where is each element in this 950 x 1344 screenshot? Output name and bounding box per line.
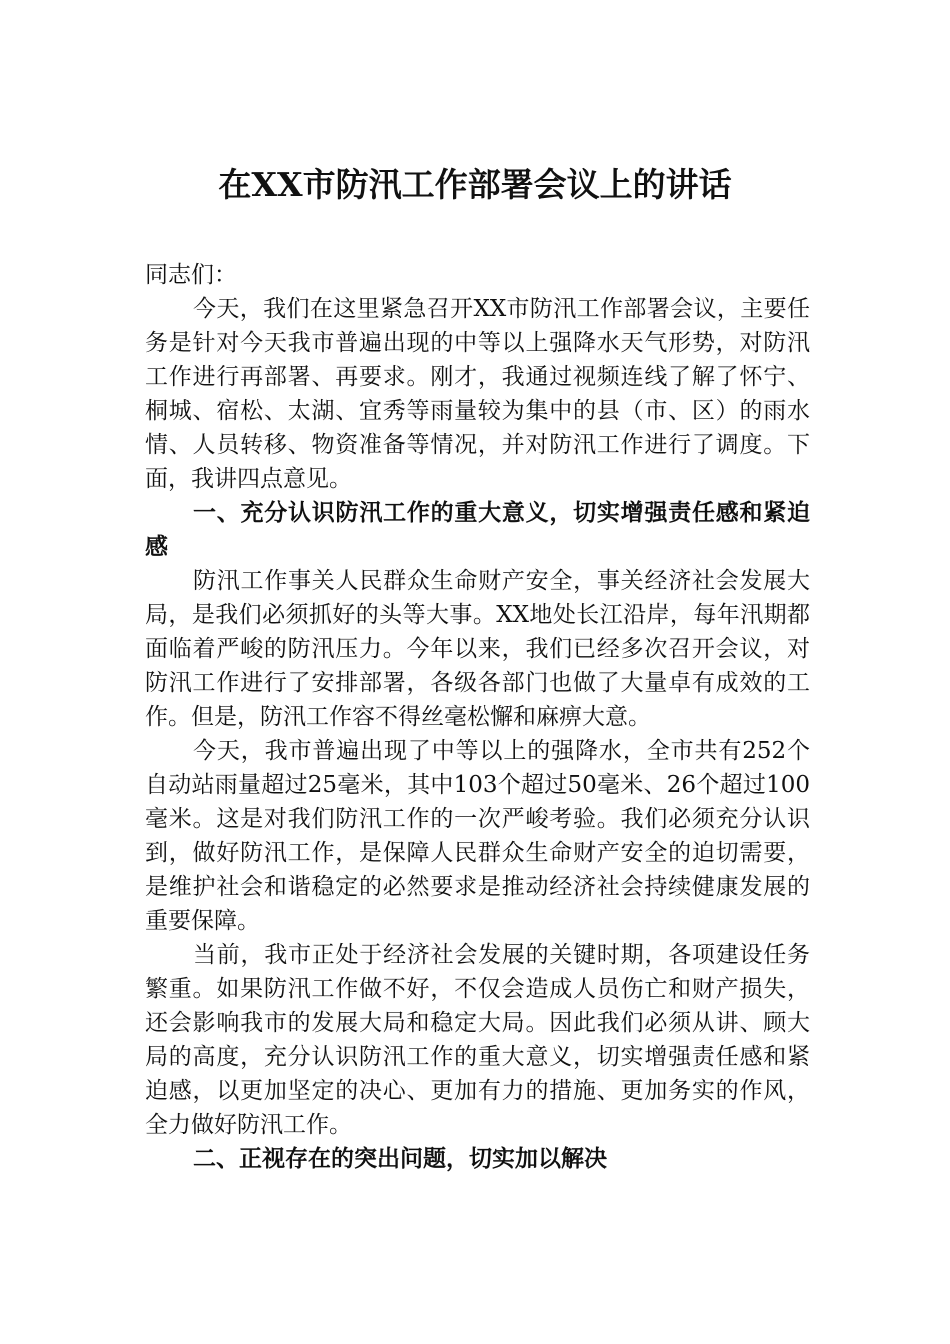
section-heading-2: 二、正视存在的突出问题，切实加以解决 (193, 1146, 607, 1172)
paragraph-intro: 今天，我们在这里紧急召开XX市防汛工作部署会议，主要任务是针对今天我市普遍出现的中等以上强降水天气形势，对防汛工作进行再部署、再要求。刚才，我通过视频连线了解了怀宁、桐城、宿松、太湖、宜秀等雨量较为集中的县（市、区）的雨水情、人员转移、物资准备等情况，并对防汛工作进行了调度。下面，我讲四点意见。 (145, 296, 810, 492)
paragraph: 防汛工作事关人民群众生命财产安全，事关经济社会发展大局，是我们必须抓好的头等大事。XX地处长江沿岸，每年汛期都面临着严峻的防汛压力。今年以来，我们已经多次召开会议，对防汛工作进行了安排部署，各级各部门也做了大量卓有成效的工作。但是，防汛工作容不得丝毫松懈和麻痹大意。 (145, 568, 810, 730)
document-title: 在XX市防汛工作部署会议上的讲话 (218, 165, 732, 204)
section-heading-1: 一、充分认识防汛工作的重大意义，切实增强责任感和紧迫感 (145, 500, 810, 560)
paragraph: 今天，我市普遍出现了中等以上的强降水，全市共有252个自动站雨量超过25毫米，其中103个超过50毫米、26个超过100毫米。这是对我们防汛工作的一次严峻考验。我们必须充分认识到，做好防汛工作，是保障人民群众生命财产安全的迫切需要，是维护社会和谐稳定的必然要求是推动经济社会持续健康发展的重要保障。 (145, 738, 810, 934)
salutation: 同志们： (145, 262, 237, 288)
paragraph: 当前，我市正处于经济社会发展的关键时期，各项建设任务繁重。如果防汛工作做不好，不仅会造成人员伤亡和财产损失，还会影响我市的发展大局和稳定大局。因此我们必须从讲、顾大局的高度，充分认识防汛工作的重大意义，切实增强责任感和紧迫感，以更加坚定的决心、更加有力的措施、更加务实的作风，全力做好防汛工作。 (145, 942, 810, 1138)
document-body (145, 258, 810, 1176)
